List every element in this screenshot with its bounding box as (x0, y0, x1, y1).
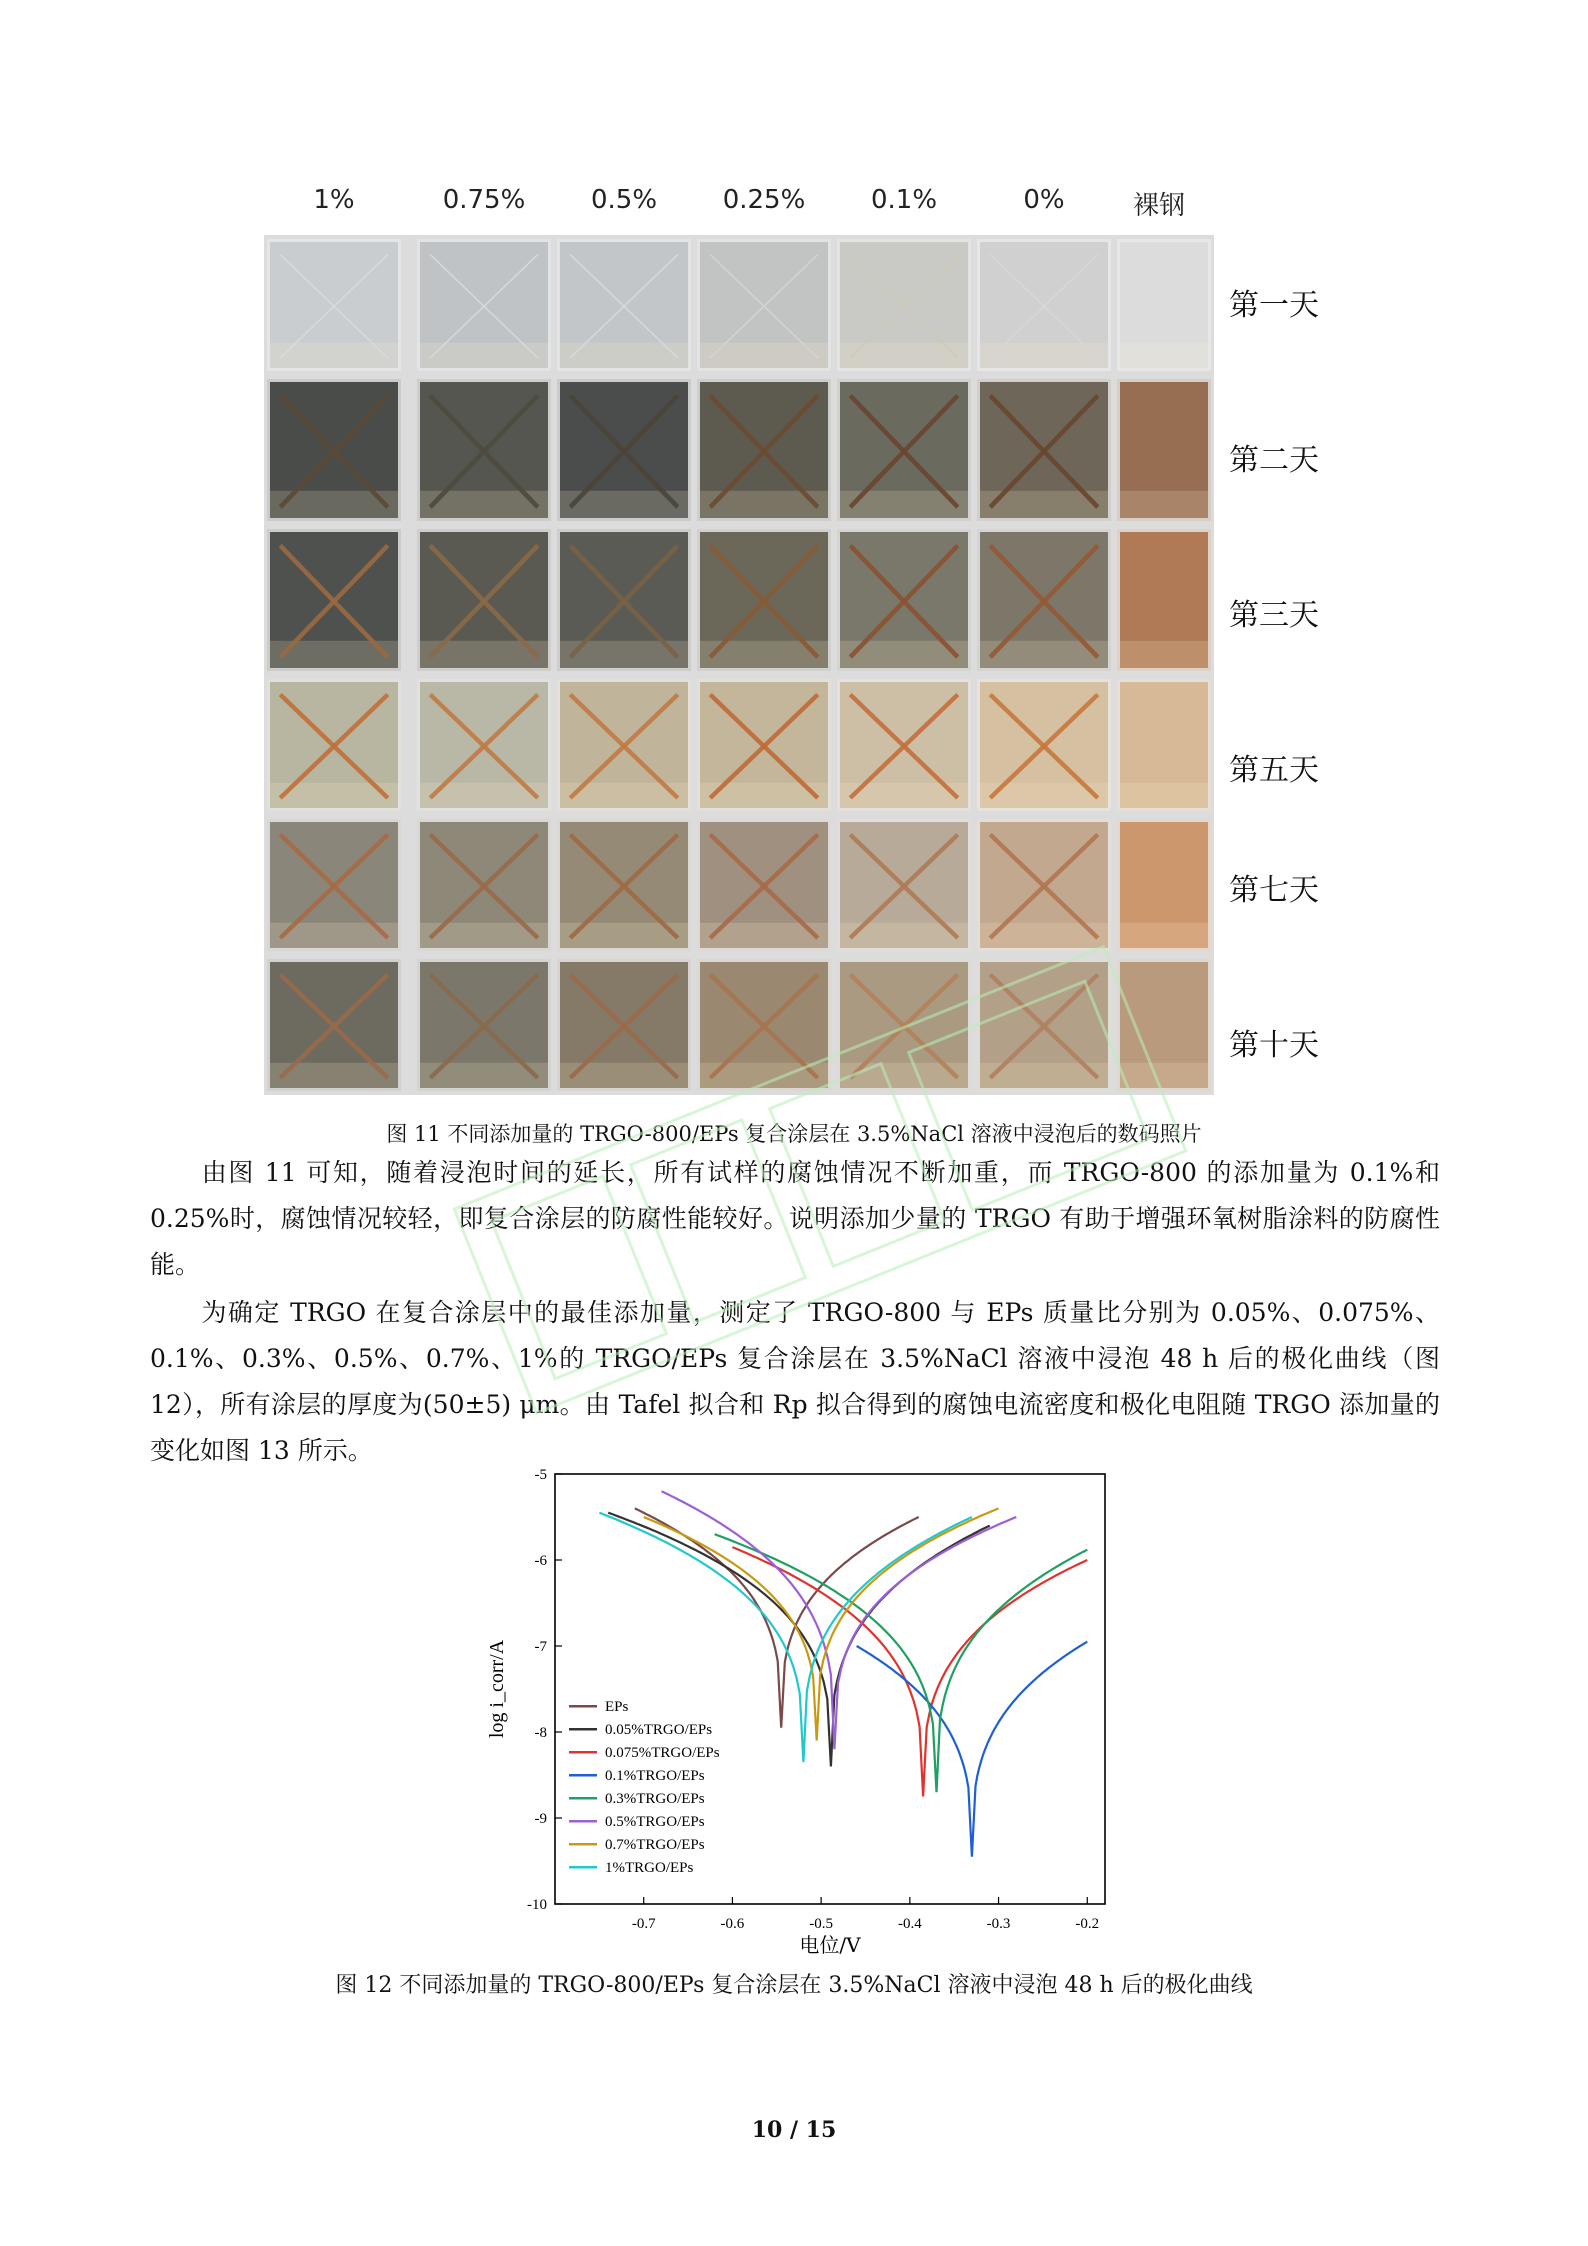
photo-cell (977, 529, 1111, 671)
photo-cell (417, 529, 551, 671)
column-label: 0.5% (590, 185, 658, 215)
photo-cell (557, 679, 691, 811)
photo-cell (1117, 819, 1211, 951)
column-label: 0.1% (870, 185, 938, 215)
photo-cell (977, 679, 1111, 811)
photo-cell (1117, 529, 1211, 671)
photo-cell (557, 959, 691, 1091)
photo-cell (267, 379, 401, 521)
photo-cell (837, 679, 971, 811)
row-label: 第七天 (1229, 873, 1319, 908)
row-label: 第二天 (1229, 443, 1319, 478)
x-axis-label: 电位/V (799, 1933, 861, 1957)
legend-entry: 0.05%TRGO/EPs (605, 1722, 713, 1739)
y-tick-label: -6 (534, 1553, 547, 1569)
legend-entry: 0.5%TRGO/EPs (605, 1814, 705, 1831)
column-label: 0.25% (722, 185, 806, 215)
x-tick-label: -0.5 (809, 1916, 834, 1932)
photo-cell (557, 529, 691, 671)
figure-11-photo (264, 185, 1319, 1095)
y-tick-label: -5 (534, 1467, 547, 1483)
photo-cell (1117, 679, 1211, 811)
photo-cell (837, 529, 971, 671)
photo-cell (267, 679, 401, 811)
photo-grid (264, 235, 1214, 1095)
x-tick-label: -0.3 (986, 1916, 1011, 1932)
photo-cell (417, 239, 551, 371)
paragraph-1-text: 由图 11 可知，随着浸泡时间的延长，所有试样的腐蚀情况不断加重，而 TRGO-800 的添加量为 0.1%和 0.25%时，腐蚀情况较轻，即复合涂层的防腐性能较好。说明添加少量的 TRGO 有助于增强环氧树脂涂料的防腐性能。 (150, 1158, 1440, 1279)
photo-row (264, 235, 1214, 375)
photo-cell (267, 819, 401, 951)
series-line (857, 1642, 1088, 1857)
photo-row (264, 525, 1214, 675)
x-tick-label: -0.7 (631, 1916, 656, 1932)
paragraph-2 (150, 1290, 1440, 1474)
photo-row (264, 675, 1214, 815)
row-label: 第十天 (1229, 1028, 1319, 1063)
photo-cell (267, 239, 401, 371)
photo-cell (1117, 379, 1211, 521)
row-label: 第三天 (1229, 598, 1319, 633)
figure-12-caption: 图 12 不同添加量的 TRGO-800/EPs 复合涂层在 3.5%NaCl 溶液中浸泡 48 h 后的极化曲线 (335, 1973, 1253, 1998)
x-tick-label: -0.2 (1075, 1916, 1100, 1932)
photo-cell (697, 819, 831, 951)
y-tick-label: -8 (534, 1725, 547, 1741)
photo-cell (557, 819, 691, 951)
photo-row (264, 955, 1214, 1095)
photo-cell (977, 239, 1111, 371)
photo-cell (837, 959, 971, 1091)
legend-entry: EPs (605, 1699, 629, 1716)
photo-cell (697, 379, 831, 521)
legend-entry: 0.075%TRGO/EPs (605, 1745, 720, 1762)
row-label: 第五天 (1229, 753, 1319, 788)
y-tick-label: -9 (534, 1811, 547, 1827)
photo-cell (417, 959, 551, 1091)
x-tick-label: -0.6 (720, 1916, 745, 1932)
y-tick-label: -10 (527, 1897, 547, 1913)
photo-cell (697, 529, 831, 671)
column-label: 0.75% (442, 185, 526, 215)
column-label: 裸钢 (1132, 191, 1185, 221)
photo-cell (697, 679, 831, 811)
photo-cell (837, 239, 971, 371)
photo-cell (977, 379, 1111, 521)
legend-entry: 0.1%TRGO/EPs (605, 1768, 705, 1785)
photo-cell (417, 379, 551, 521)
legend-entry: 0.7%TRGO/EPs (605, 1837, 705, 1854)
photo-cell (417, 679, 551, 811)
photo-row (264, 375, 1214, 525)
photo-row (264, 815, 1214, 955)
row-label: 第一天 (1229, 288, 1319, 323)
y-tick-label: -7 (534, 1639, 547, 1655)
photo-cell (977, 959, 1111, 1091)
photo-cell (697, 959, 831, 1091)
paragraph-1 (150, 1150, 1440, 1288)
photo-cell (837, 819, 971, 951)
legend-entry: 1%TRGO/EPs (605, 1860, 694, 1877)
photo-cell (697, 239, 831, 371)
photo-cell (417, 819, 551, 951)
photo-cell (557, 379, 691, 521)
photo-cell (1117, 959, 1211, 1091)
photo-cell (267, 529, 401, 671)
photo-cell (1117, 239, 1211, 371)
x-tick-label: -0.4 (897, 1916, 922, 1932)
figure-11-caption: 图 11 不同添加量的 TRGO-800/EPs 复合涂层在 3.5%NaCl 溶液中浸泡后的数码照片 (386, 1122, 1202, 1146)
photo-cell (977, 819, 1111, 951)
photo-cell (557, 239, 691, 371)
legend-entry: 0.3%TRGO/EPs (605, 1791, 705, 1808)
page-number: 10 / 15 (751, 2117, 837, 2143)
photo-cell (837, 379, 971, 521)
column-label: 1% (313, 185, 355, 215)
paragraph-2-text: 为确定 TRGO 在复合涂层中的最佳添加量，测定了 TRGO-800 与 EPs 质量比分别为 0.05%、0.075%、0.1%、0.3%、0.5%、0.7%、1%的 TRGO/EPs 复合涂层在 3.5%NaCl 溶液中浸泡 48 h 后的极化曲线（图 12），所有涂层的厚度为(50±5) μm。由 Tafel 拟合和 Rp 拟合得到的腐蚀电流密度和极化电阻随 TRGO 添加量的变化如图 13 所示。 (150, 1298, 1440, 1465)
column-label: 0% (1023, 185, 1065, 215)
y-axis-label: log i_corr/A (486, 1639, 508, 1739)
series-line (732, 1547, 1087, 1796)
photo-cell (267, 959, 401, 1091)
figure-12-chart (470, 1460, 1120, 1960)
series-line (715, 1534, 1088, 1792)
